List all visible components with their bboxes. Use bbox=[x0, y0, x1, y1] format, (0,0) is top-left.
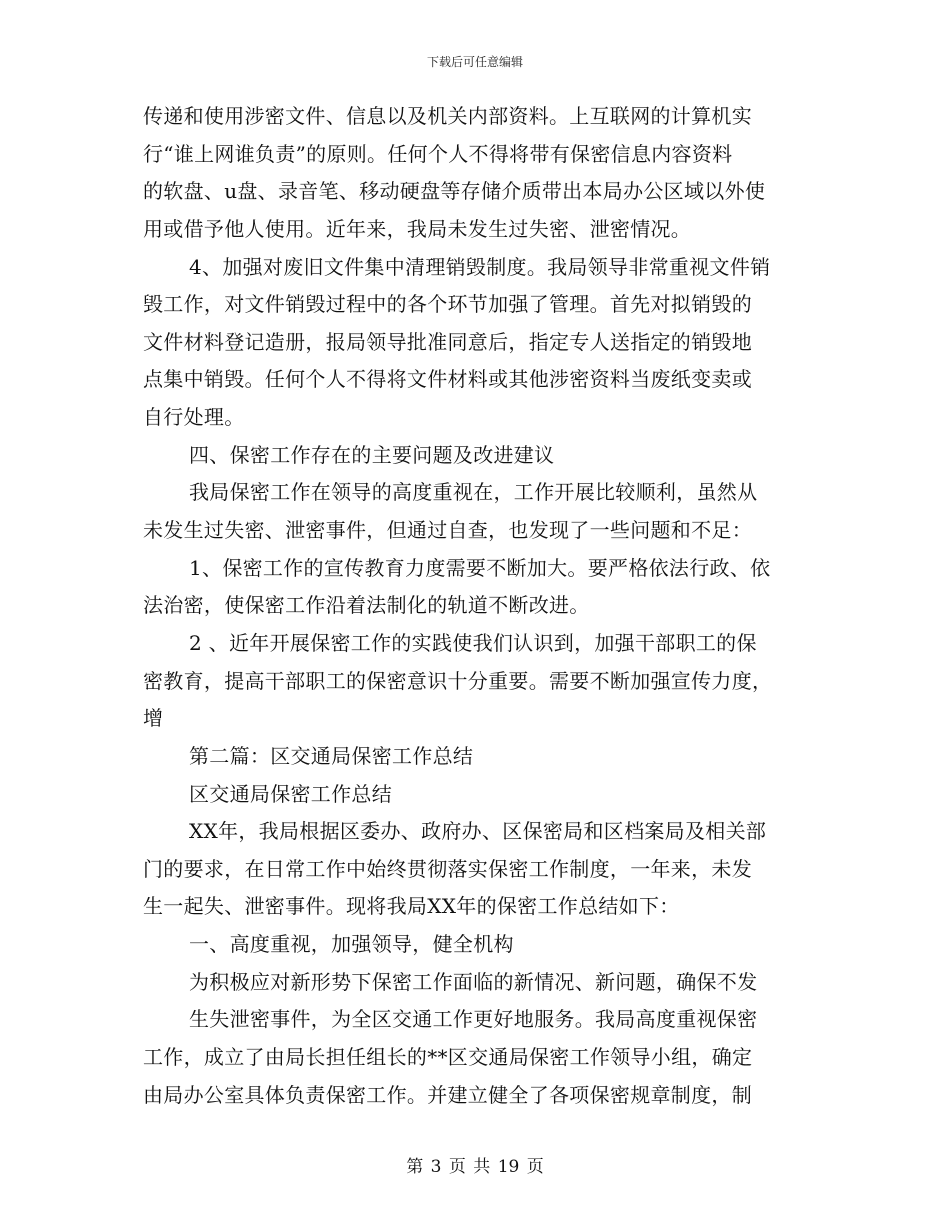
text-line: 未发生过失密、泄密事件，但通过自查，也发现了一些问题和不足： bbox=[143, 518, 752, 543]
text-line: 用或借予他人使用。近年来，我局未发生过失密、泄密情况。 bbox=[143, 216, 692, 241]
text-line: 行“谁上网谁负责”的原则。任何个人不得将带有保密信息内容资料 bbox=[143, 141, 733, 166]
text-line: 由局办公室具体负责保密工作。并建立健全了各项保密规章制度，制 bbox=[143, 1082, 752, 1107]
text-line: 增 bbox=[143, 706, 164, 731]
text-line: 为积极应对新形势下保密工作面临的新情况、新问题，确保不发 bbox=[189, 969, 758, 994]
text-line: XX年，我局根据区委办、政府办、区保密局和区档案局及相关部 bbox=[189, 819, 767, 844]
page-header: 下载后可任意编辑 bbox=[426, 55, 523, 69]
text-line: 我局保密工作在领导的高度重视在，工作开展比较顺利，虽然从 bbox=[189, 480, 758, 505]
text-line: 工作，成立了由局长担任组长的**区交通局保密工作领导小组，确定 bbox=[143, 1045, 753, 1070]
page-number-footer: 第 3 页 共 19 页 bbox=[406, 1157, 544, 1177]
text-line: 生失泄密事件，为全区交通工作更好地服务。我局高度重视保密 bbox=[189, 1007, 758, 1032]
text-line: 生一起失、泄密事件。现将我局XX年的保密工作总结如下： bbox=[143, 894, 680, 919]
text-line: 传递和使用涉密文件、信息以及机关内部资料。上互联网的计算机实 bbox=[143, 104, 752, 128]
text-line: 4、加强对废旧文件集中清理销毁制度。我局领导非常重视文件销 bbox=[189, 254, 771, 279]
document-title: 区交通局保密工作总结 bbox=[189, 781, 392, 806]
text-line: 文件材料登记造册，报局领导批准同意后，指定专人送指定的销毁地 bbox=[143, 329, 752, 354]
text-line: 自行处理。 bbox=[143, 405, 245, 430]
document-body bbox=[143, 98, 811, 1114]
text-line: 的软盘、u盘、录音笔、移动硬盘等存储介质带出本局办公区域以外使 bbox=[143, 179, 766, 204]
text-line: 2 、近年开展保密工作的实践使我们认识到，加强干部职工的保 bbox=[189, 630, 757, 655]
section-heading: 一、高度重视，加强领导，健全机构 bbox=[189, 932, 514, 957]
text-line: 密教育，提高干部职工的保密意识十分重要。需要不断加强宣传力度， bbox=[143, 668, 773, 693]
section-heading: 第二篇：区交通局保密工作总结 bbox=[189, 743, 474, 768]
text-line: 法治密，使保密工作沿着法制化的轨道不断改进。 bbox=[143, 593, 590, 618]
text-line: 毁工作，对文件销毁过程中的各个环节加强了管理。首先对拟销毁的 bbox=[143, 292, 752, 317]
section-heading: 四、保密工作存在的主要问题及改进建议 bbox=[189, 442, 555, 467]
text-line: 1、保密工作的宣传教育力度需要不断加大。要严格依法行政、依 bbox=[189, 555, 771, 580]
text-line: 门的要求，在日常工作中始终贯彻落实保密工作制度，一年来，未发 bbox=[143, 856, 752, 881]
text-line: 点集中销毁。任何个人不得将文件材料或其他涉密资料当废纸变卖或 bbox=[143, 367, 752, 392]
